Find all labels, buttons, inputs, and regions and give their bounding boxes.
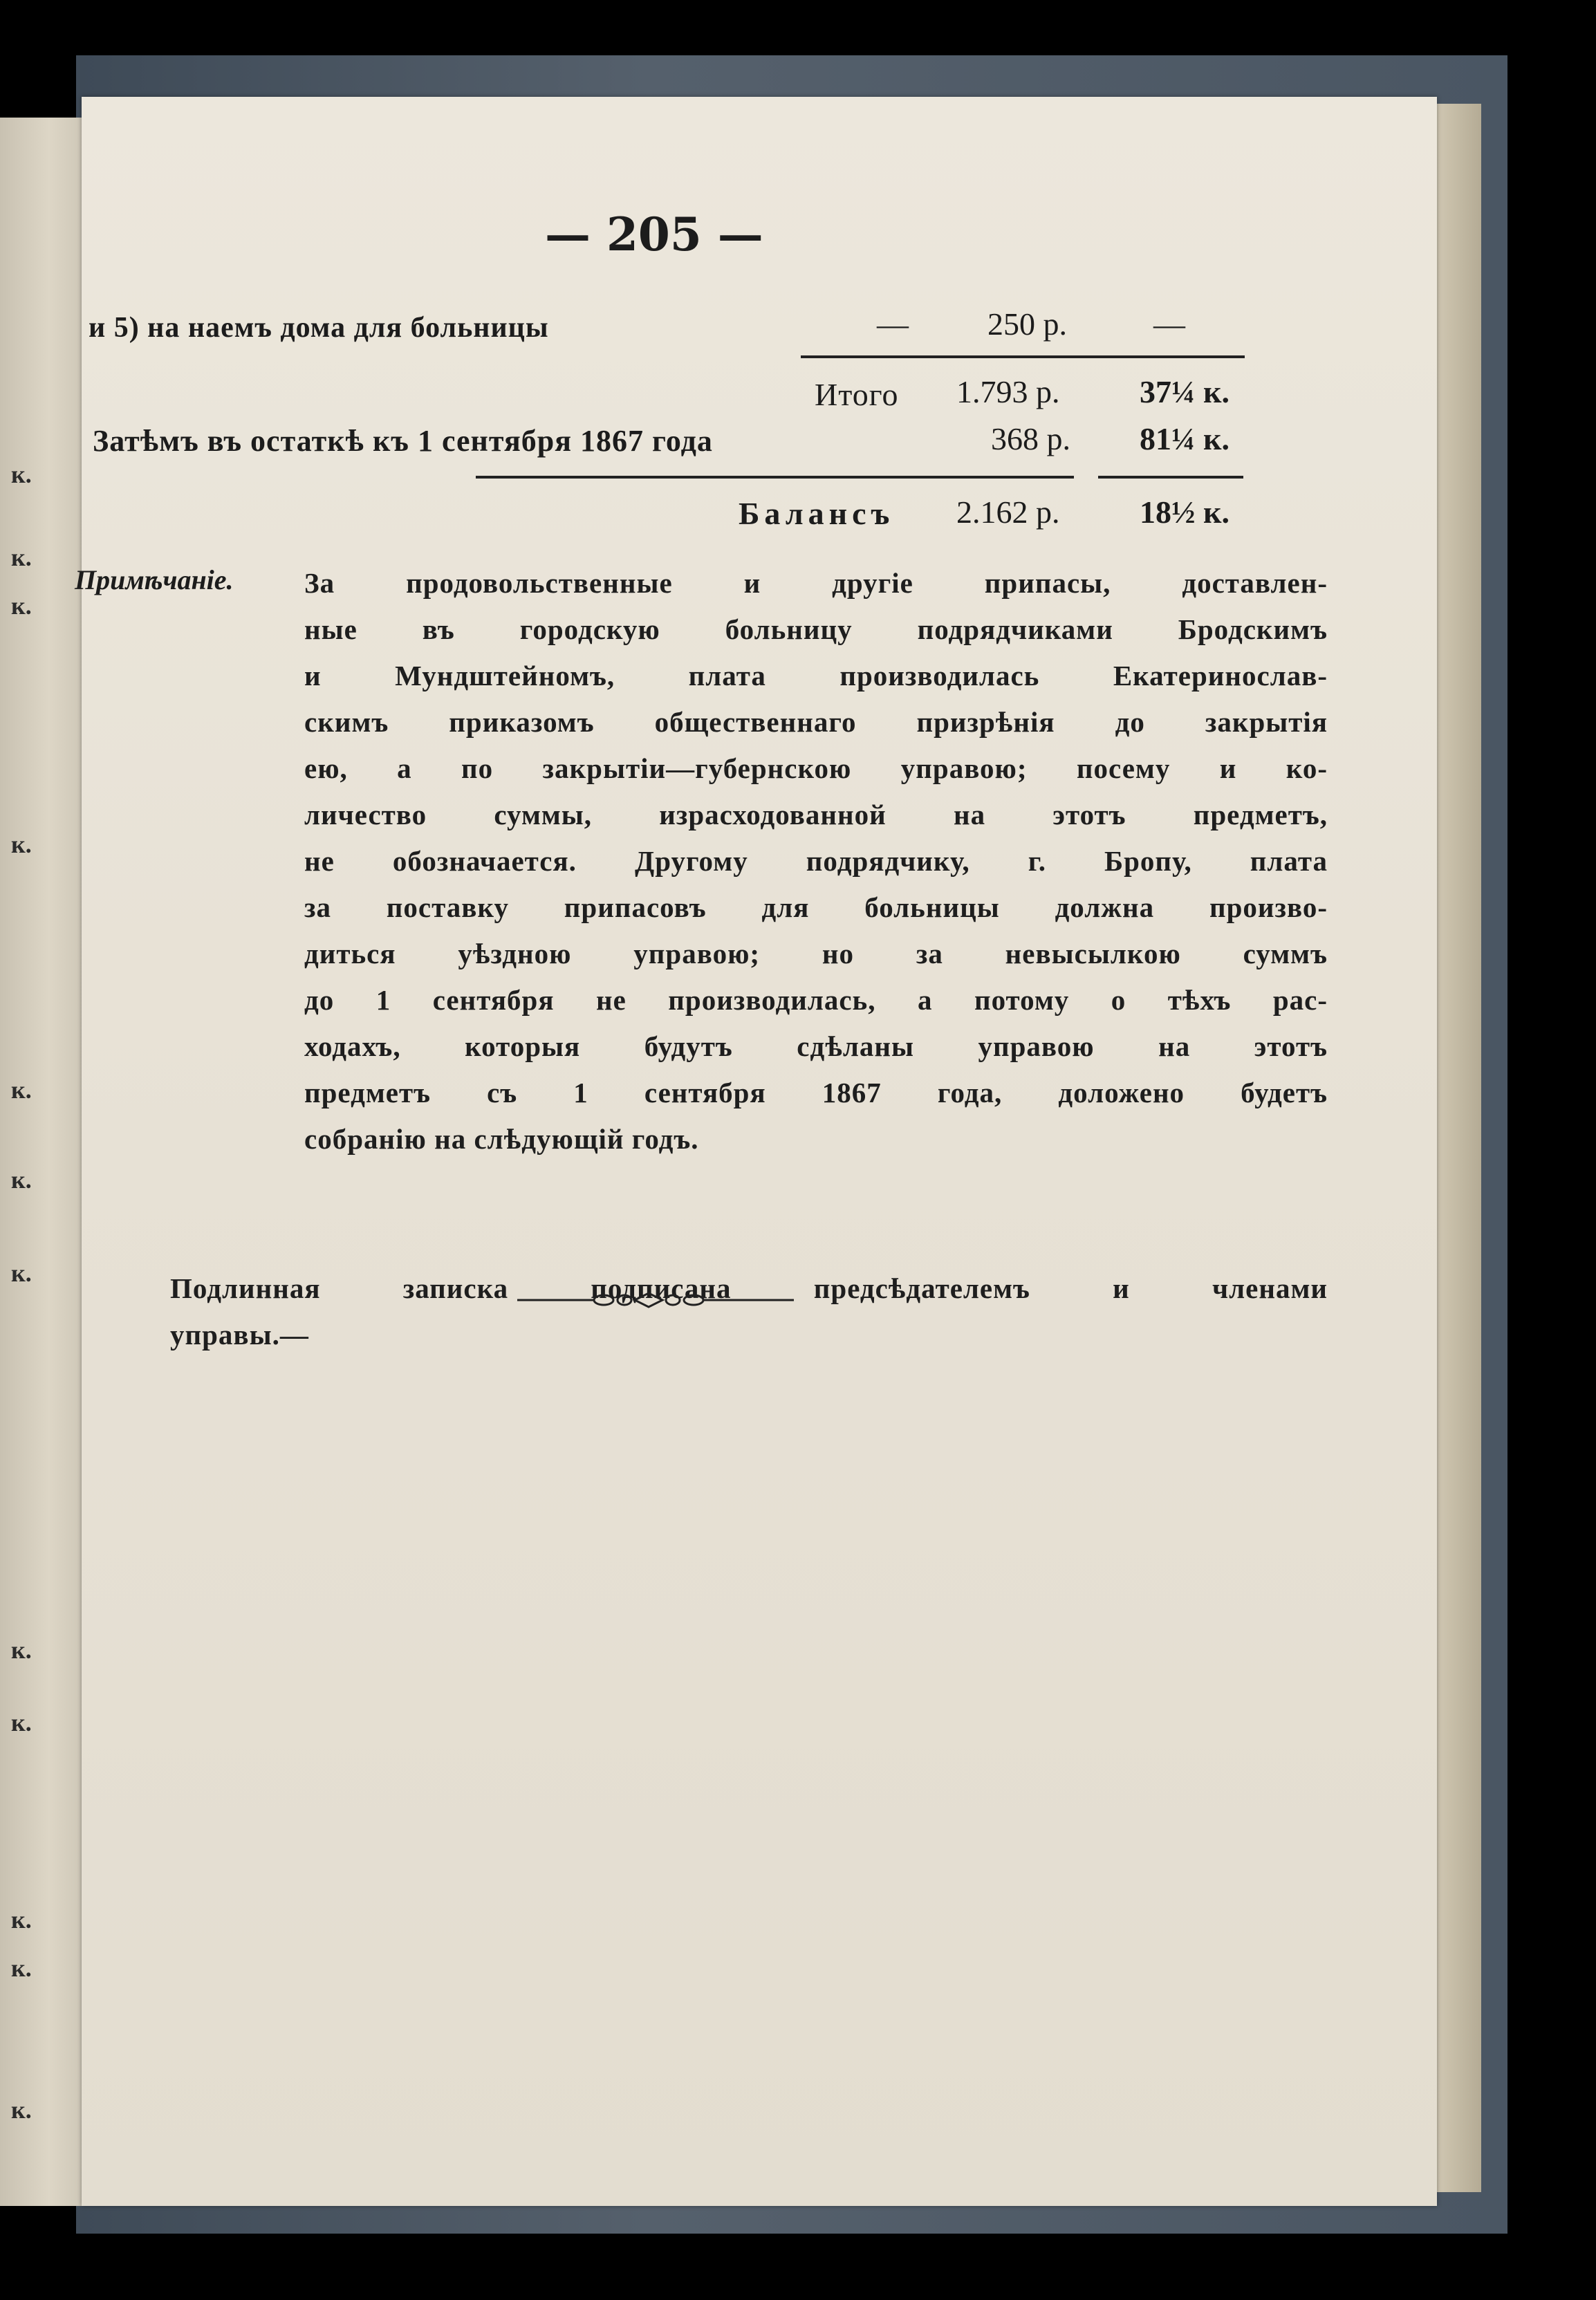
sum-rule (476, 476, 994, 479)
margin-mark: к. (11, 831, 32, 858)
sum-rule (936, 476, 1074, 479)
note-paragraph (304, 560, 1328, 1162)
margin-mark: к. (11, 1636, 32, 1664)
margin-mark: к. (11, 1906, 32, 1933)
note-line: ходахъ, которыя будутъ сдѣланы управою на этотъ (304, 1030, 1328, 1062)
item5-value: 250 р. (987, 306, 1067, 342)
facing-page-fragment (0, 118, 82, 2206)
margin-mark: к. (11, 544, 32, 571)
item5-dash: — (877, 306, 909, 342)
item5-label: и 5) на наемъ дома для больницы (89, 312, 549, 344)
closing-line: управы.— (170, 1319, 309, 1351)
note-line: собранію на слѣдующій годъ. (304, 1123, 699, 1155)
margin-mark: к. (11, 1954, 32, 1982)
margin-mark: к. (11, 592, 32, 620)
ornament-divider (517, 1286, 794, 1314)
remainder-kopecks: 81¼ к. (1140, 421, 1230, 456)
balance-rubles: 2.162 р. (956, 494, 1060, 530)
total-rubles: 1.793 р. (956, 374, 1060, 409)
sum-rule (801, 355, 1245, 358)
balance-kopecks: 18½ к. (1140, 494, 1230, 530)
remainder-rubles: 368 р. (991, 421, 1070, 456)
note-line: ные въ городскую больницу подрядчиками Бродскимъ (304, 613, 1328, 645)
note-line: не обозначается. Другому подрядчику, г. Бропу, плата (304, 845, 1328, 877)
margin-mark: к. (11, 1259, 32, 1287)
margin-mark: к. (11, 1709, 32, 1736)
note-line: скимъ приказомъ общественнаго призрѣнія до закрытія (304, 706, 1328, 738)
item5-dash: — (1153, 306, 1185, 342)
note-line: за поставку припасовъ для больницы должна произво- (304, 891, 1328, 923)
note-label: Примѣчаніе. (75, 564, 234, 595)
total-label: Итого (815, 377, 899, 412)
note-line: диться уѣздною управою; но за невысылкою суммъ (304, 938, 1328, 970)
page-number: — 205 — (545, 207, 763, 261)
remainder-label: Затѣмъ въ остаткѣ къ 1 сентября 1867 года (93, 424, 713, 458)
note-line: предметъ съ 1 сентября 1867 года, доложено будетъ (304, 1077, 1328, 1109)
margin-mark: к. (11, 2096, 32, 2124)
document-page (75, 97, 1437, 2206)
total-kopecks: 37¼ к. (1140, 374, 1230, 409)
margin-mark: к. (11, 1166, 32, 1194)
note-line: до 1 сентября не производилась, а потому о тѣхъ рас- (304, 984, 1328, 1016)
note-line: ею, а по закрытіи—губернскою управою; посему и ко- (304, 752, 1328, 784)
sum-rule (1098, 476, 1243, 479)
closing-line: Подлинная записка подписана предсѣдателемъ и членами (170, 1272, 1328, 1304)
margin-mark: к. (11, 461, 32, 488)
balance-label: Балансъ (739, 496, 895, 531)
note-line: личество суммы, израсходованной на этотъ предметъ, (304, 799, 1328, 831)
margin-mark: к. (11, 1076, 32, 1104)
note-line: За продовольственные и другіе припасы, доставлен- (304, 567, 1328, 599)
note-line: и Мундштейномъ, плата производилась Екатеринослав- (304, 660, 1328, 692)
